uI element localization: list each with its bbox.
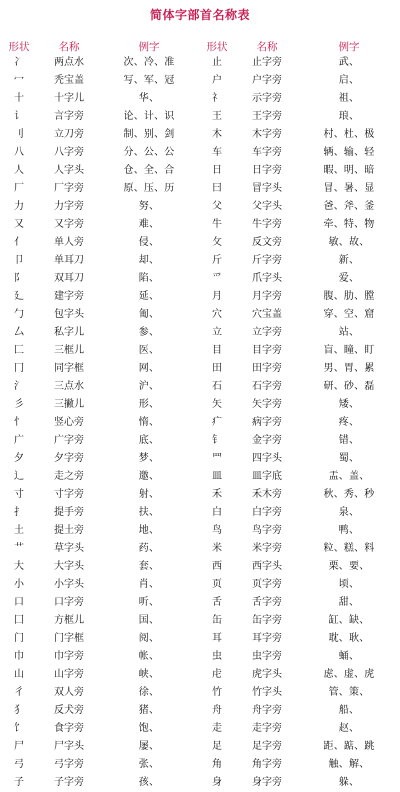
table-row: [0, 198, 400, 216]
radical-name: 月字旁: [252, 291, 282, 302]
radical-name: 包字头: [54, 309, 84, 320]
radical-name: 夕字旁: [54, 453, 84, 464]
table-row: [0, 486, 400, 504]
radical-shape: 缶: [212, 615, 222, 626]
radical-examples: 猪、: [138, 705, 160, 716]
radical-name: 巾字旁: [54, 651, 84, 662]
table-row: [0, 288, 400, 306]
table-row: [0, 360, 400, 378]
table-row: [0, 270, 400, 288]
radical-examples: 地、: [138, 525, 160, 536]
radical-examples: 次、冷、准: [123, 57, 175, 68]
radical-name: 虎字头: [252, 669, 282, 680]
radical-examples: 饱、: [138, 723, 160, 734]
table-row: [0, 378, 400, 396]
radical-shape: 牛: [212, 219, 222, 230]
radical-shape: 白: [212, 507, 222, 518]
table-row: [0, 306, 400, 324]
radical-name: 人字头: [54, 165, 84, 176]
radical-name: 牛字旁: [252, 219, 282, 230]
header-examples: 例字: [338, 40, 360, 53]
radical-examples: 船、: [338, 705, 360, 716]
table-row: [0, 774, 400, 792]
radical-shape: 立: [212, 327, 222, 338]
radical-name: 力字旁: [54, 201, 84, 212]
radical-shape: 门: [14, 633, 24, 644]
radical-name: 冒字头: [252, 183, 282, 194]
radical-examples: 帐、: [138, 651, 160, 662]
page-title: 简体字部首名称表: [149, 8, 250, 22]
radical-examples: 盂、盖、: [328, 471, 370, 482]
radical-examples: 孩、: [138, 777, 160, 788]
radical-shape: 王: [212, 111, 222, 122]
radical-examples: 站、: [338, 327, 360, 338]
radical-shape: 又: [14, 219, 24, 230]
radical-shape: 角: [212, 759, 222, 770]
radical-examples: 邀、: [138, 471, 160, 482]
radical-name: 寸字旁: [54, 489, 84, 500]
radical-shape: 夕: [14, 453, 24, 464]
radical-examples: 新、: [338, 255, 360, 266]
radical-shape: 疒: [212, 417, 222, 428]
radical-name: 皿字底: [252, 471, 282, 482]
radical-shape: 犭: [14, 705, 24, 716]
radical-name: 走字旁: [252, 723, 282, 734]
radical-name: 方框儿: [54, 615, 84, 626]
table-row: [0, 522, 400, 540]
radical-shape: 忄: [14, 417, 24, 428]
radical-examples: 惰、: [138, 417, 160, 428]
radical-shape: 西: [212, 561, 222, 572]
radical-examples: 蛹、: [338, 651, 360, 662]
radical-examples: 参、: [138, 327, 160, 338]
radical-shape: 矢: [212, 399, 222, 410]
radical-shape: 爫: [212, 273, 222, 284]
table-row: [0, 630, 400, 648]
radical-name: 石字旁: [252, 381, 282, 392]
radical-name: 厂字旁: [54, 183, 84, 194]
radical-shape: 艹: [14, 543, 24, 554]
radical-name: 门字框: [54, 633, 84, 644]
radical-name: 小字头: [54, 579, 84, 590]
table-row: [0, 162, 400, 180]
radical-name: 金字旁: [252, 435, 282, 446]
radical-examples: 张、: [138, 759, 160, 770]
radical-name: 三撇儿: [54, 399, 84, 410]
table-row: [0, 324, 400, 342]
radical-name: 耳字旁: [252, 633, 282, 644]
radical-shape: 廴: [14, 291, 24, 302]
radical-examples: 难、: [138, 219, 160, 230]
radical-shape: 巾: [14, 651, 24, 662]
radical-examples: 侵、: [138, 237, 160, 248]
radical-name: 西字头: [252, 561, 282, 572]
radical-name: 八字旁: [54, 147, 84, 158]
radical-name: 尸字头: [54, 741, 84, 752]
radical-examples: 射、: [138, 489, 160, 500]
radical-name: 父字头: [252, 201, 282, 212]
radical-name: 秃宝盖: [54, 75, 84, 86]
radical-name: 单人旁: [54, 237, 84, 248]
table-row: [0, 666, 400, 684]
radical-name: 四字头: [252, 453, 282, 464]
radical-shape: 足: [212, 741, 222, 752]
radical-examples: 栗、要、: [328, 561, 370, 572]
radical-name: 病字旁: [252, 417, 282, 428]
table-row: [0, 432, 400, 450]
radical-shape: 虍: [212, 669, 222, 680]
radical-shape: 穴: [212, 309, 222, 320]
radical-examples: 爸、斧、釜: [323, 201, 375, 212]
radical-name: 又字旁: [54, 219, 84, 230]
radical-shape: 小: [14, 579, 24, 590]
radical-shape: 竹: [212, 687, 222, 698]
radical-shape: 攵: [212, 237, 222, 248]
radical-examples: 药、: [138, 543, 160, 554]
radical-shape: 身: [212, 777, 222, 788]
radical-name: 三框儿: [54, 345, 84, 356]
radical-shape: 广: [14, 435, 24, 446]
radical-shape: 彳: [14, 687, 24, 698]
radical-examples: 启、: [338, 75, 360, 86]
radical-examples: 泉、: [338, 507, 360, 518]
radical-examples: 峡、: [138, 669, 160, 680]
radical-examples: 仓、全、合: [123, 165, 175, 176]
radical-shape: 鸟: [212, 525, 222, 536]
table-row: [0, 234, 400, 252]
radical-shape: 止: [212, 57, 222, 68]
radical-name: 户字旁: [252, 75, 282, 86]
radical-examples: 徐、: [138, 687, 160, 698]
radical-examples: 研、砂、磊: [323, 381, 375, 392]
radical-name: 舟字旁: [252, 705, 282, 716]
radical-shape: 辶: [14, 471, 24, 482]
header-shape: 形状: [206, 40, 228, 53]
header-examples: 例字: [138, 40, 160, 53]
radical-shape: 氵: [14, 381, 24, 392]
radical-shape: 阝: [14, 273, 24, 284]
table-row: [0, 252, 400, 270]
radical-shape: 页: [212, 579, 222, 590]
radical-name: 弓字旁: [54, 759, 84, 770]
table-row: [0, 756, 400, 774]
radical-examples: 牵、特、物: [323, 219, 375, 230]
table-header-row: [0, 38, 400, 54]
radical-shape: 卩: [14, 255, 24, 266]
radical-name: 言字旁: [54, 111, 84, 122]
radical-shape: 勹: [14, 309, 24, 320]
radical-examples: 男、胃、累: [323, 363, 375, 374]
radical-name: 反犬旁: [54, 705, 84, 716]
radical-name: 立字旁: [252, 327, 282, 338]
radical-shape: 礻: [212, 93, 222, 104]
radical-examples: 盲、瞳、盯: [323, 345, 375, 356]
radical-examples: 腹、肋、膛: [323, 291, 375, 302]
table-row: [0, 342, 400, 360]
radical-examples: 辆、输、轻: [323, 147, 375, 158]
radical-examples: 匍、: [138, 309, 160, 320]
radical-name: 子字旁: [54, 777, 84, 788]
radical-name: 米字旁: [252, 543, 282, 554]
radical-shape: 日: [212, 165, 222, 176]
radical-name: 广字旁: [54, 435, 84, 446]
radical-examples: 缸、缺、: [328, 615, 370, 626]
radical-shape: 罒: [212, 453, 222, 464]
table-row: [0, 180, 400, 198]
radical-name: 目字旁: [252, 345, 282, 356]
radical-shape: 十: [14, 93, 24, 104]
table-row: [0, 450, 400, 468]
radical-name: 鸟字旁: [252, 525, 282, 536]
radical-name: 示字旁: [252, 93, 282, 104]
table-row: [0, 144, 400, 162]
radical-examples: 延、: [138, 291, 160, 302]
radical-examples: 分、公、公: [123, 147, 175, 158]
radical-examples: 论、计、识: [123, 111, 175, 122]
radical-shape: 饣: [14, 723, 24, 734]
radical-shape: 亻: [14, 237, 24, 248]
radical-name: 食字旁: [54, 723, 84, 734]
radical-name: 两点水: [54, 57, 84, 68]
radical-examples: 疼、: [338, 417, 360, 428]
radical-examples: 华、: [138, 93, 160, 104]
radical-examples: 武、: [338, 57, 360, 68]
radical-shape: 钅: [212, 435, 222, 446]
radical-examples: 错、: [338, 435, 360, 446]
radical-examples: 敏、故、: [328, 237, 370, 248]
radical-examples: 原、压、历: [123, 183, 175, 194]
radical-shape: 走: [212, 723, 222, 734]
radical-name: 禾木旁: [252, 489, 282, 500]
header-name: 名称: [256, 40, 278, 53]
radical-examples: 耽、耿、: [328, 633, 370, 644]
radical-examples: 秋、秀、秒: [323, 489, 375, 500]
radical-shape: 木: [212, 129, 222, 140]
radical-shape: 石: [212, 381, 222, 392]
radical-shape: 子: [14, 777, 24, 788]
radical-name: 单耳刀: [54, 255, 84, 266]
radical-examples: 鸭、: [338, 525, 360, 536]
radical-shape: 冫: [14, 57, 24, 68]
radical-shape: 斤: [212, 255, 222, 266]
table-row: [0, 648, 400, 666]
radical-name: 口字旁: [54, 597, 84, 608]
table-row: [0, 540, 400, 558]
radical-examples: 冒、暑、显: [323, 183, 375, 194]
radical-name: 止字旁: [252, 57, 282, 68]
radical-name: 页字旁: [252, 579, 282, 590]
radical-examples: 努、: [138, 201, 160, 212]
radical-examples: 距、踮、跳: [323, 741, 375, 752]
radical-shape: 皿: [212, 471, 222, 482]
radical-examples: 暇、明、暗: [323, 165, 375, 176]
radical-name: 白字旁: [252, 507, 282, 518]
radical-shape: 刂: [14, 129, 24, 140]
radical-examples: 梦、: [138, 453, 160, 464]
table-row: [0, 612, 400, 630]
radical-name: 爪字头: [252, 273, 282, 284]
radical-name: 矢字旁: [252, 399, 282, 410]
radical-examples: 赵、: [338, 723, 360, 734]
radical-examples: 扶、: [138, 507, 160, 518]
header-name: 名称: [58, 40, 80, 53]
radical-name: 身字旁: [252, 777, 282, 788]
radical-examples: 沪、: [138, 381, 160, 392]
radical-shape: 囗: [14, 615, 24, 626]
radical-name: 建字旁: [54, 291, 84, 302]
radical-examples: 却、: [138, 255, 160, 266]
header-shape: 形状: [8, 40, 30, 53]
radical-name: 双人旁: [54, 687, 84, 698]
radical-shape: 冂: [14, 363, 24, 374]
radical-shape: 户: [212, 75, 222, 86]
radical-name: 穴宝盖: [252, 309, 282, 320]
radical-examples: 套、: [138, 561, 160, 572]
radical-examples: 国、: [138, 615, 160, 626]
radical-examples: 躲、: [338, 777, 360, 788]
table-row: [0, 468, 400, 486]
radical-examples: 管、策、: [328, 687, 370, 698]
radical-shape: 禾: [212, 489, 222, 500]
radical-shape: 弓: [14, 759, 24, 770]
radical-shape: 父: [212, 201, 222, 212]
radical-name: 田字旁: [252, 363, 282, 374]
radical-examples: 祖、: [338, 93, 360, 104]
radical-shape: 厂: [14, 183, 24, 194]
radical-examples: 虑、虚、虎: [323, 669, 375, 680]
radical-examples: 爱、: [338, 273, 360, 284]
radical-shape: 彡: [14, 399, 24, 410]
table-row: [0, 558, 400, 576]
radical-name: 立刀旁: [54, 129, 84, 140]
radical-shape: 田: [212, 363, 222, 374]
radical-examples: 顷、: [338, 579, 360, 590]
table-row: [0, 90, 400, 108]
radical-shape: 山: [14, 669, 24, 680]
radical-name: 木字旁: [252, 129, 282, 140]
radical-shape: 土: [14, 525, 24, 536]
radical-examples: 陷、: [138, 273, 160, 284]
radical-shape: 车: [212, 147, 222, 158]
radical-name: 舌字旁: [252, 597, 282, 608]
radical-shape: 舟: [212, 705, 222, 716]
radical-name: 三点水: [54, 381, 84, 392]
radical-name: 反文旁: [252, 237, 282, 248]
radical-name: 车字旁: [252, 147, 282, 158]
radical-shape: 扌: [14, 507, 24, 518]
table-row: [0, 594, 400, 612]
radical-examples: 粒、糕、料: [323, 543, 375, 554]
radical-name: 提土旁: [54, 525, 84, 536]
table-row: [0, 414, 400, 432]
radical-examples: 制、别、剑: [123, 129, 175, 140]
radical-shape: 冖: [14, 75, 24, 86]
radical-examples: 蜀、: [338, 453, 360, 464]
radical-examples: 阅、: [138, 633, 160, 644]
radical-examples: 形、: [138, 399, 160, 410]
table-row: [0, 720, 400, 738]
radical-shape: 大: [14, 561, 24, 572]
radical-name: 足字旁: [252, 741, 282, 752]
radical-shape: 米: [212, 543, 222, 554]
radical-shape: 寸: [14, 489, 24, 500]
radical-name: 草字头: [54, 543, 84, 554]
radical-examples: 屡、: [138, 741, 160, 752]
radical-examples: 网、: [138, 363, 160, 374]
radical-name: 缶字旁: [252, 615, 282, 626]
radical-name: 私字儿: [54, 327, 84, 338]
radical-examples: 写、军、冠: [123, 75, 175, 86]
radical-shape: 匚: [14, 345, 24, 356]
table-row: [0, 126, 400, 144]
radical-shape: 厶: [14, 327, 24, 338]
radical-name: 大字头: [54, 561, 84, 572]
radical-name: 山字旁: [54, 669, 84, 680]
radical-shape: 人: [14, 165, 24, 176]
radical-name: 虫字旁: [252, 651, 282, 662]
radical-examples: 穿、空、窟: [323, 309, 375, 320]
table-row: [0, 396, 400, 414]
radical-shape: 曰: [212, 183, 222, 194]
radical-examples: 听、: [138, 597, 160, 608]
radical-name: 提手旁: [54, 507, 84, 518]
radical-shape: 力: [14, 201, 24, 212]
table-row: [0, 54, 400, 72]
radical-examples: 甜、: [338, 597, 360, 608]
radical-shape: 月: [212, 291, 222, 302]
radical-examples: 村、杜、极: [323, 129, 375, 140]
radical-name: 王字旁: [252, 111, 282, 122]
radical-name: 十字儿: [54, 93, 84, 104]
radical-name: 斤字旁: [252, 255, 282, 266]
radical-examples: 医、: [138, 345, 160, 356]
radical-examples: 底、: [138, 435, 160, 446]
radical-shape: 讠: [14, 111, 24, 122]
table-row: [0, 738, 400, 756]
radical-shape: 舌: [212, 597, 222, 608]
table-row: [0, 576, 400, 594]
radical-shape: 耳: [212, 633, 222, 644]
radical-name: 日字旁: [252, 165, 282, 176]
radical-table: [0, 38, 400, 792]
table-row: [0, 684, 400, 702]
table-row: [0, 702, 400, 720]
table-row: [0, 216, 400, 234]
radical-name: 走之旁: [54, 471, 84, 482]
radical-name: 双耳刀: [54, 273, 84, 284]
radical-name: 同字框: [54, 363, 84, 374]
radical-name: 竖心旁: [54, 417, 84, 428]
radical-examples: 矮、: [338, 399, 360, 410]
table-row: [0, 72, 400, 90]
radical-shape: 八: [14, 147, 24, 158]
radical-shape: 口: [14, 597, 24, 608]
table-row: [0, 504, 400, 522]
radical-name: 竹字头: [252, 687, 282, 698]
radical-shape: 目: [212, 345, 222, 356]
radical-shape: 虫: [212, 651, 222, 662]
radical-name: 角字旁: [252, 759, 282, 770]
radical-shape: 尸: [14, 741, 24, 752]
radical-examples: 肖、: [138, 579, 160, 590]
table-row: [0, 108, 400, 126]
radical-examples: 琅、: [338, 111, 360, 122]
radical-examples: 触、解、: [328, 759, 370, 770]
